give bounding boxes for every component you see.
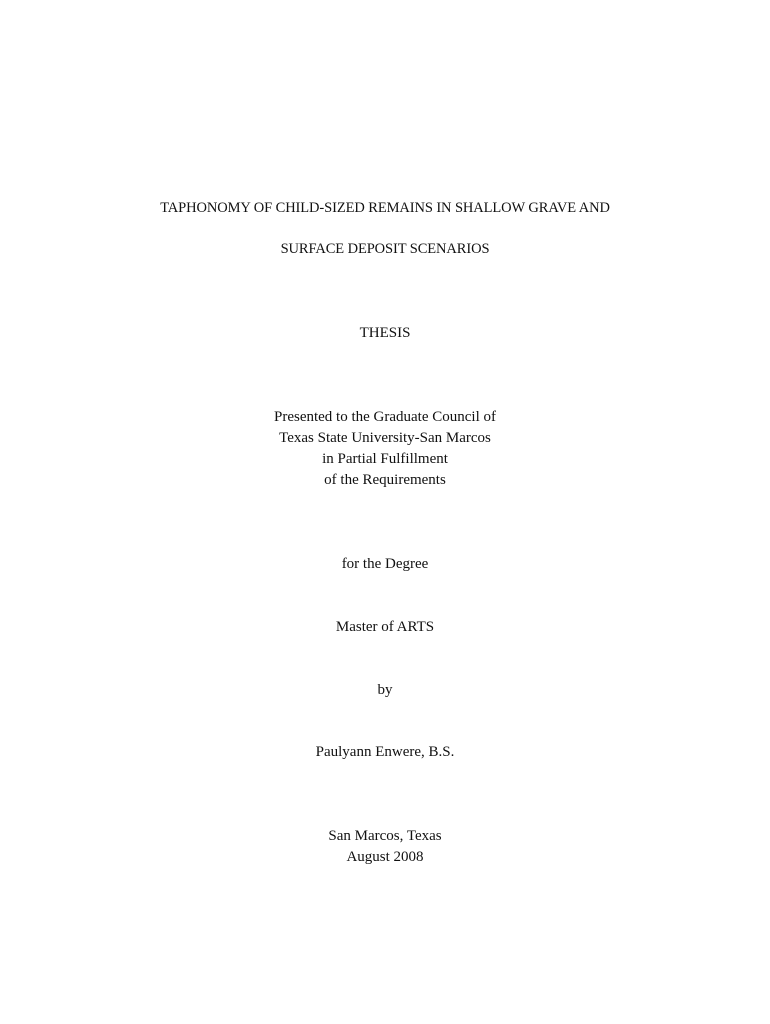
presented-line-2: Texas State University-San Marcos — [279, 430, 491, 446]
thesis-title-line-2: SURFACE DEPOSIT SCENARIOS — [280, 241, 490, 257]
date: August 2008 — [346, 849, 424, 865]
thesis-title-line-1: TAPHONOMY OF CHILD-SIZED REMAINS IN SHALLOW GRAVE AND — [160, 200, 610, 216]
presented-line-1: Presented to the Graduate Council of — [273, 409, 497, 425]
degree-name: Master of ARTS — [335, 619, 435, 635]
presented-line-4: of the Requirements — [324, 472, 446, 488]
by-label: by — [377, 682, 393, 698]
author-name: Paulyann Enwere, B.S. — [315, 744, 455, 760]
degree-intro: for the Degree — [341, 556, 429, 572]
document-type: THESIS — [359, 325, 411, 341]
place: San Marcos, Texas — [328, 828, 442, 844]
presented-line-3: in Partial Fulfillment — [322, 451, 448, 467]
